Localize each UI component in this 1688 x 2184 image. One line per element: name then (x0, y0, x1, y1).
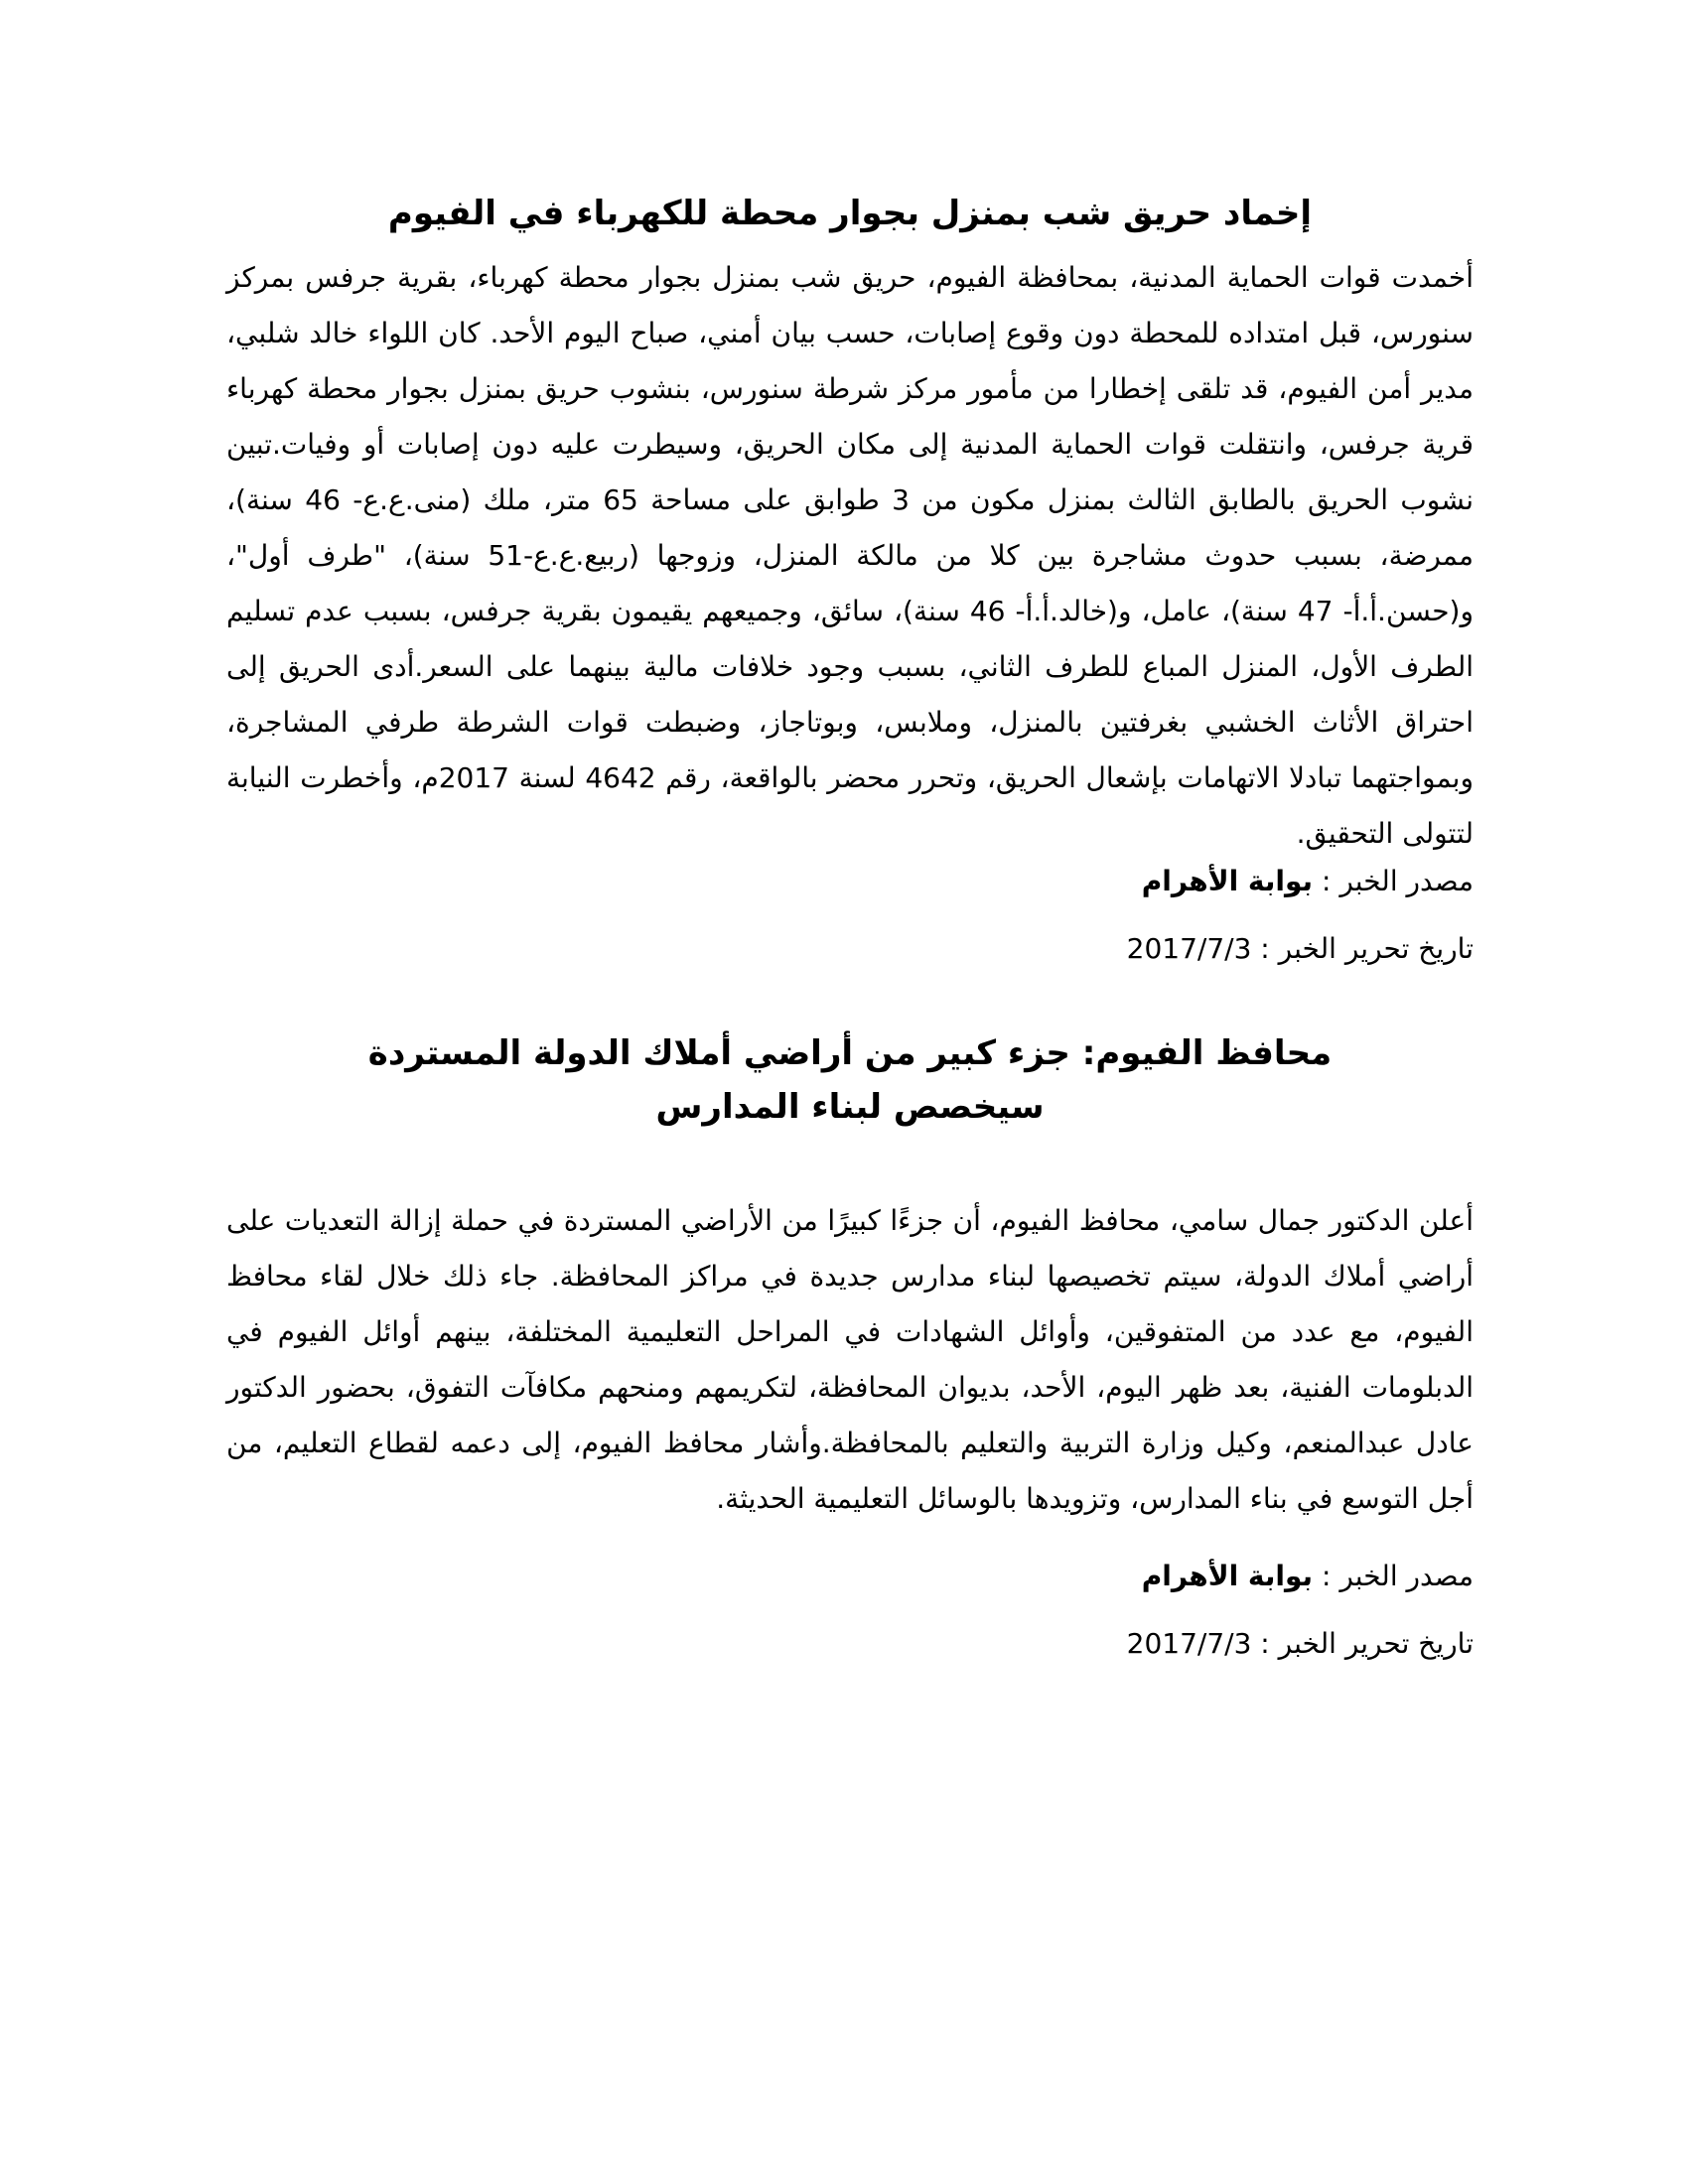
article-2-body: أعلن الدكتور جمال سامي، محافظ الفيوم، أن جزءًا كبيرًا من الأراضي المستردة في حملة إزالة التعديات على أراضي أملاك الدولة، سيتم تخصيصها لبناء مدارس جديدة في مراكز المحافظة. جاء ذلك خلال لقاء محافظ الفيوم، مع عدد من المتفوقين، وأوائل الشهادات في المراحل التعليمية المختلفة، بينهم أوائل الفيوم في الدبلومات الفنية، بعد ظهر اليوم، الأحد، بديوان المحافظة، لتكريمهم ومنحهم مكافآت التفوق، بحضور الدكتور عادل عبدالمنعم، وكيل وزارة التربية والتعليم بالمحافظة.وأشار محافظ الفيوم، إلى دعمه لقطاع التعليم، من أجل التوسع في بناء المدارس، وتزويدها بالوسائل التعليمية الحديثة. (226, 1204, 1474, 1515)
article-1-source-label: مصدر الخبر : (1313, 865, 1474, 897)
document-page (226, 189, 1474, 1664)
article-1-date (226, 929, 1474, 969)
article-2-date-value: 2017/7/3 (1126, 1627, 1252, 1660)
article-1-source-value: بوابة الأهرام (1141, 865, 1314, 897)
article-1 (226, 189, 1474, 969)
article-2-source-label: مصدر الخبر : (1313, 1560, 1474, 1592)
article-1-date-value: 2017/7/3 (1126, 932, 1252, 965)
article-1-title: إخماد حريق شب بمنزل بجوار محطة للكهرباء في الفيوم (387, 194, 1313, 233)
article-2-source (226, 1557, 1474, 1596)
article-1-source (226, 862, 1474, 901)
article-2 (226, 1026, 1474, 1664)
article-2-date (226, 1624, 1474, 1664)
article-2-title: محافظ الفيوم: جزء كبير من أراضي أملاك الدولة المستردة سيخصص لبناء المدارس (367, 1033, 1333, 1127)
article-1-body: أخمدت قوات الحماية المدنية، بمحافظة الفيوم، حريق شب بمنزل بجوار محطة كهرباء، بقرية جرفس بمركز سنورس، قبل امتداده للمحطة دون وقوع إصابات، حسب بيان أمني، صباح اليوم الأحد. كان اللواء خالد شلبي، مدير أمن الفيوم، قد تلقى إخطارا من مأمور مركز شرطة سنورس، بنشوب حريق بمنزل بجوار محطة كهرباء قرية جرفس، وانتقلت قوات الحماية المدنية إلى مكان الحريق، وسيطرت عليه دون إصابات أو وفيات.تبين نشوب الحريق بالطابق الثالث بمنزل مكون من 3 طوابق على مساحة 65 متر، ملك (منى.ع.ع- 46 سنة)، ممرضة، بسبب حدوث مشاجرة بين كلا من مالكة المنزل، وزوجها (ربيع.ع.ع-51 سنة)، "طرف أول"، و(حسن.أ.أ- 47 سنة)، عامل، و(خالد.أ.أ- 46 سنة)، سائق، وجميعهم يقيمون بقرية جرفس، بسبب عدم تسليم الطرف الأول، المنزل المباع للطرف الثاني، بسبب وجود خلافات مالية بينهما على السعر.أدى الحريق إلى احتراق الأثاث الخشبي بغرفتين بالمنزل، وملابس، وبوتاجاز، وضبطت قوات الشرطة طرفي المشاجرة، وبمواجتهما تبادلا الاتهامات بإشعال الحريق، وتحرر محضر بالواقعة، رقم 4642 لسنة 2017م، وأخطرت النيابة لتتولى التحقيق. (226, 261, 1474, 850)
article-2-source-value: بوابة الأهرام (1141, 1560, 1314, 1592)
article-1-date-label: تاريخ تحرير الخبر : (1251, 932, 1474, 965)
article-2-date-label: تاريخ تحرير الخبر : (1251, 1627, 1474, 1660)
